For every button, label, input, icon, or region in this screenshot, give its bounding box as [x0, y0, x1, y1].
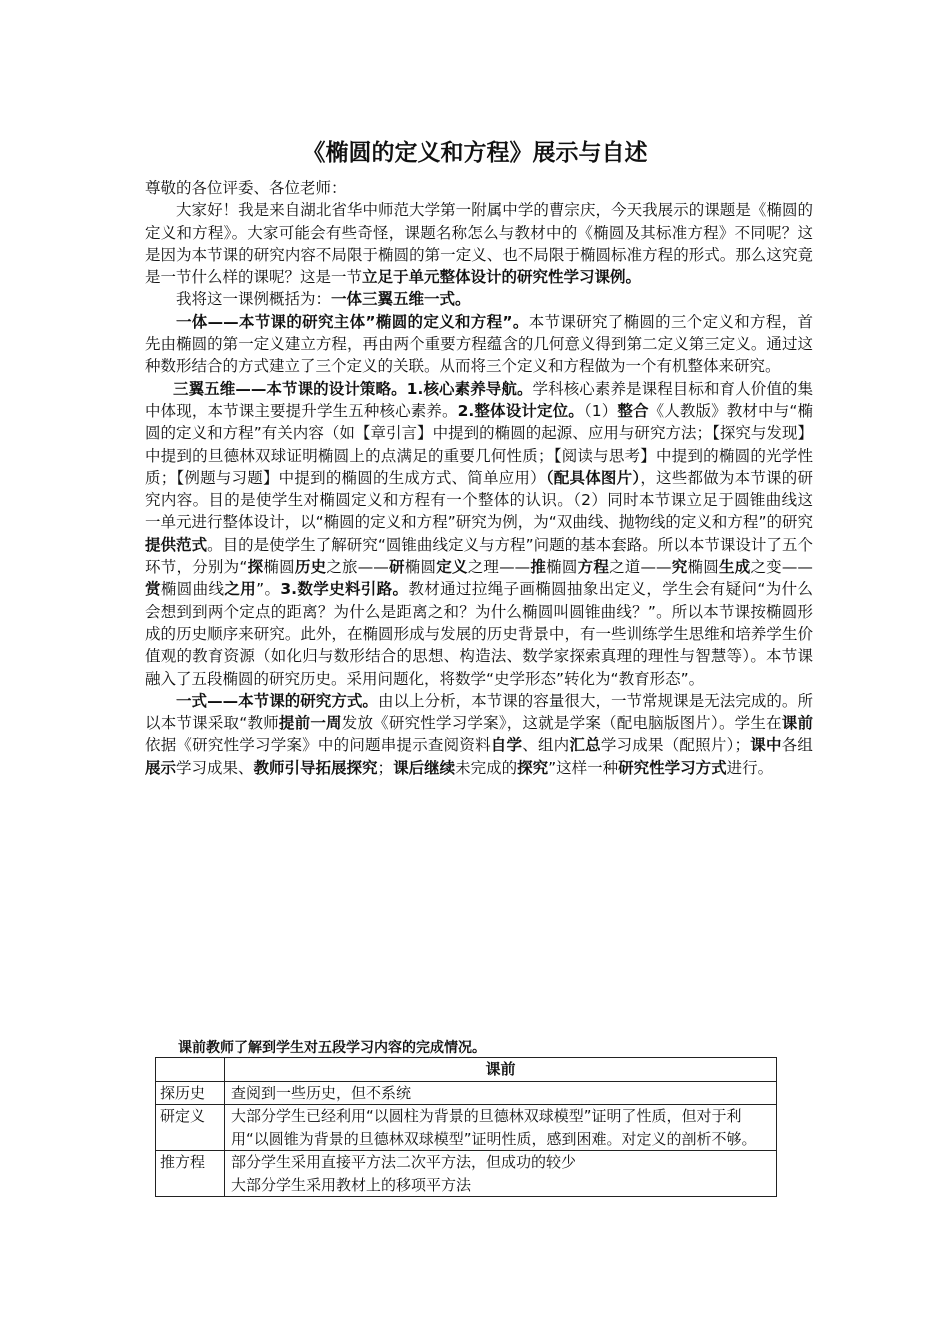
- sanyi-text-3: 《人教版》教材中与“椭圆的定义和方程”有关内容（如【章引言】中提到的椭圆的起源、应用与研究方法；【探究与发现】中提到的旦德林双球证明椭圆上的点满足的重要几何性质；【阅读与思考】中提到的椭圆的光学性质；【例题与习题】中提到的椭圆的生成方式、简单应用）: [145, 401, 813, 487]
- yishi-text-3: 依据《研究性学习学案》中的问题串提示查阅资料: [145, 736, 491, 755]
- row-line: 部分学生采用直接平方法二次平方法，但成功的较少: [231, 1153, 577, 1171]
- sanyi-bold-4: （配具体图片）: [545, 468, 641, 487]
- sanyi-heading: 三翼五维——本节课的设计策略。1.核心素养导航。: [173, 379, 533, 398]
- yishi-bold-2: 提前一周: [278, 714, 342, 733]
- paragraph-yishi: [145, 690, 813, 779]
- sanyi-bold-12: 究: [671, 558, 688, 577]
- table-row: [156, 1151, 777, 1197]
- sanyi-text-2: （1）: [583, 401, 618, 420]
- sanyi-text-4: ，这些都做为本节课的研究内容。目的是使学生对椭圆定义和方程有一个整体的认识。（2）同时本节课立足于圆锥曲线这一单元进行整体设计，以“椭圆的定义和方程”研究为例，为“双曲线、抛物线的定义和方程”的研究: [145, 468, 813, 532]
- summary-bold: 一体三翼五维一式。: [331, 290, 471, 309]
- greeting: 尊敬的各位评委、各位老师：: [145, 179, 347, 197]
- yishi-text-10: ”这样一种: [548, 758, 619, 777]
- sanyi-text-14: 椭圆曲线: [160, 580, 225, 599]
- yishi-text-5: 学习成果（配照片）；: [600, 736, 751, 755]
- row-content: [225, 1081, 777, 1105]
- row-label: 推方程: [156, 1151, 225, 1197]
- sanyi-text-10: 椭圆: [546, 558, 578, 577]
- row-label: 研定义: [156, 1105, 225, 1151]
- sanyi-bold-11: 方程: [577, 558, 610, 577]
- paragraph-yiti: [145, 311, 813, 378]
- table-caption: 课前教师了解到学生对五段学习内容的完成情况。: [178, 1040, 486, 1056]
- yishi-text-11: 进行。: [726, 758, 774, 777]
- paragraph-intro: [145, 199, 813, 288]
- paragraph-sanyi-wuwei: [145, 378, 813, 690]
- yishi-text-7: 学习成果、: [176, 758, 254, 777]
- yishi-bold-7: 展示: [145, 758, 177, 777]
- speech-body: [145, 177, 813, 779]
- table-header-row: [156, 1058, 777, 1082]
- table-row: [156, 1105, 777, 1151]
- yishi-text-2: 发放《研究性学习学案》，这就是学案（配电脑版图片）。学生在: [341, 714, 782, 733]
- sanyi-bold-3: 整合: [617, 401, 649, 420]
- intro-bold: 立足于单元整体设计的研究性学习课例。: [362, 268, 642, 287]
- yiti-heading: 一体——本节课的研究主体”椭圆的定义和方程”。: [176, 312, 529, 331]
- yishi-text-1: 由以上分析，本节课的容量很大，一节常规课是无法完成的。所以本节课采取“教师: [145, 691, 813, 733]
- yishi-bold-6: 课中: [750, 736, 782, 755]
- sanyi-bold-7: 历史: [294, 558, 327, 577]
- sanyi-text-11: 之道——: [609, 558, 672, 577]
- sanyi-bold-5: 提供范式: [145, 535, 208, 554]
- yishi-bold-5: 汇总: [569, 736, 601, 755]
- yishi-text-9: 未完成的: [455, 758, 518, 777]
- yishi-bold-8: 教师引导拓展探究: [253, 758, 378, 777]
- sanyi-text-15: ”。: [256, 580, 281, 599]
- sanyi-bold-9: 定义: [436, 558, 468, 577]
- sanyi-text-16: 教材通过拉绳子画椭圆抽象出定义，学生会有疑问“为什么会想到到两个定点的距离？为什么是距离之和？为什么椭圆叫圆锥曲线？”。所以本节课按椭圆形成的历史顺序来研究。此外，在椭圆形成与发展的历史背景中，有一些训练学生思维和培养学生价值观的教育资源（如化归与数形结合的思想、构造法、数学家探索真理的理性与智慧等）。本节课融入了五段椭圆的研究历史。采用问题化，将数学“史学形态”转化为“教育形态”。: [145, 580, 813, 688]
- sanyi-text-8: 椭圆: [404, 558, 437, 577]
- sanyi-text-5: 。目的是使学生了解研究“圆锥曲线定义与方程”问题的基本套路。所以本节课设计了五个环节，分别为“: [145, 535, 813, 577]
- sanyi-bold-13: 生成: [718, 558, 751, 577]
- row-label: 探历史: [156, 1081, 225, 1105]
- row-line: 大部分学生采用教材上的移项平方法: [231, 1175, 472, 1194]
- sanyi-text-13: 之变——: [750, 558, 813, 577]
- table-row: [156, 1081, 777, 1105]
- yishi-bold-9: 课后继续: [393, 758, 456, 777]
- sanyi-bold-10: 推: [530, 558, 547, 577]
- sanyi-text-9: 之理——: [467, 558, 531, 577]
- yishi-text-4: 、组内: [522, 736, 570, 755]
- paragraph-summary: [145, 288, 813, 310]
- page-title: 《椭圆的定义和方程》展示与自述: [302, 140, 648, 166]
- yiti-text: 本节课研究了椭圆的三个定义和方程，首先由椭圆的第一定义建立方程，再由两个重要方程蕴含的几何意义得到第二定义第三定义。通过这种数形结合的方式建立了三个定义的关联。从而将三个定义和方程做为一个有机整体来研究。: [145, 312, 813, 376]
- yishi-bold-11: 研究性学习方式: [618, 758, 727, 777]
- yishi-bold-10: 探究: [517, 758, 549, 777]
- row-line: 查阅到一些历史，但不系统: [231, 1083, 412, 1102]
- sanyi-bold-15: 之用: [224, 580, 257, 599]
- row-content: [225, 1105, 777, 1151]
- sanyi-bold-8: 研: [388, 558, 405, 577]
- summary-text: 我将这一课例概括为：: [176, 290, 332, 309]
- sanyi-text-7: 之旅——: [326, 558, 389, 577]
- sanyi-bold-16: 3.数学史料引路。: [280, 580, 409, 599]
- intro-text: 大家好！我是来自湖北省华中师范大学第一附属中学的曹宗庆，今天我展示的课题是《椭圆的定义和方程》。大家可能会有些奇怪，课题名称怎么与教材中的《椭圆及其标准方程》不同呢？这是因为本节课的研究内容不局限于椭圆的第一定义、也不局限于椭圆标准方程的形式。那么这究竟是一节什么样的课呢？这是一节: [145, 201, 813, 287]
- yishi-bold-4: 自学: [490, 736, 523, 755]
- yishi-text-6: 各组: [781, 736, 813, 755]
- table-corner-cell: [156, 1058, 225, 1082]
- row-line: 大部分学生已经利用“以圆柱为背景的旦德林双球模型”证明了性质，但对于利用“以圆锥为背景的旦德林双球模型”证明性质，感到困难。对定义的剖析不够。: [231, 1107, 757, 1148]
- sanyi-bold-14: 赏: [145, 580, 161, 599]
- sanyi-text-12: 椭圆: [687, 558, 719, 577]
- sanyi-text-6: 椭圆: [263, 558, 295, 577]
- table-header-cell: 课前: [225, 1058, 777, 1082]
- row-content: [225, 1151, 777, 1197]
- yishi-text-8: ；: [377, 758, 394, 777]
- sanyi-bold-2: 2.整体设计定位。: [457, 401, 584, 420]
- sanyi-bold-6: 探: [247, 558, 264, 577]
- progress-table: [155, 1057, 777, 1197]
- yishi-heading: 一式——本节课的研究方式。: [176, 691, 378, 710]
- yishi-bold-3: 课前: [781, 714, 813, 733]
- sanyi-text-1: 学科核心素养是课程目标和育人价值的集中体现，本节课主要提升学生五种核心素养。: [145, 379, 813, 420]
